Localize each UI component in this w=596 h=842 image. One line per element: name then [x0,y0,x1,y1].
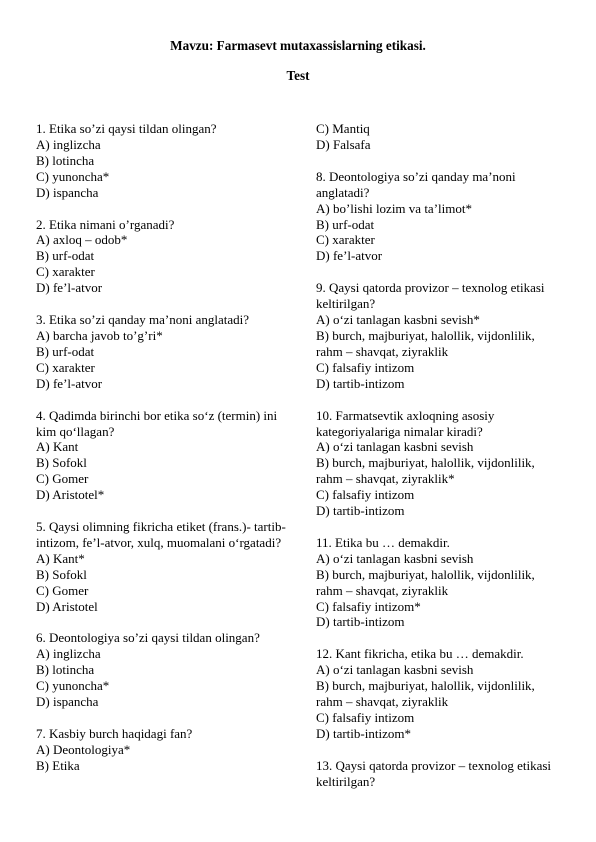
question-item [316,646,564,741]
answer-option: C) falsafiy intizom [316,487,415,503]
answer-option: A) axloq – odob* [36,232,128,248]
question-text: 12. Kant fikricha, etika bu … demakdir. [316,646,524,662]
answer-option: A) inglizcha [36,646,101,662]
answer-option: C) xarakter [316,232,375,248]
answer-option: B) Sofokl [36,455,87,471]
page-title: Mavzu: Farmasevt mutaxassislarning etikasi. [170,38,426,53]
answer-option: B) lotincha [36,662,95,678]
answer-option: D) tartib-intizom* [316,725,411,741]
answer-option: A) bo’lishi lozim va ta’limot* [316,200,472,216]
answer-option: A) Kant* [36,550,85,566]
answer-option: A) o‘zi tanlagan kasbni sevish [316,550,474,566]
answer-option: D) Aristotel* [36,487,105,503]
answer-option: B) urf-odat [36,343,95,359]
answer-option: A) Kant [36,439,79,455]
answer-option: B) urf-odat [36,248,95,264]
answer-option: C) yunoncha* [36,678,110,694]
answer-option: B) urf-odat [316,216,375,232]
question-text: 1. Etika so’zi qaysi tildan olingan? [36,121,217,136]
question-text: 8. Deontologiya so’zi qanday ma’noni anglatadi? [316,168,516,200]
answer-option: B) lotincha [36,152,95,168]
question-text: 10. Farmatsevtik axloqning asosiy kategoriyalariga nimalar kiradi? [316,407,495,439]
answer-option: B) Sofokl [36,566,87,582]
answer-option: C) xarakter [36,359,95,375]
question-item [316,169,564,264]
answer-option: B) Etika [36,757,80,773]
answer-option: C) yunoncha* [36,168,110,184]
answer-option: C) Gomer [36,471,89,487]
right-column [316,121,564,806]
answer-option: A) o‘zi tanlagan kasbni sevish [316,439,474,455]
answer-option: C) Mantiq [316,121,370,136]
answer-option: A) barcha javob to’g’ri* [36,327,163,343]
answer-option: A) Deontologiya* [36,741,131,757]
question-text: 4. Qadimda birinchi bor etika so‘z (termin) ini kim qo‘llagan? [36,407,278,439]
question-text: 5. Qaysi olimning fikricha etiket (frans.)- tartib-intizom, fe’l-atvor, xulq, muomalani o‘rgatadi? [36,519,286,550]
answer-option: B) burch, majburiyat, halollik, vijdonlilik, rahm – shavqat, ziyraklik* [316,455,535,487]
question-text: 7. Kasbiy burch haqidagi fan? [36,726,193,741]
answer-option: C) falsafiy intizom [316,359,415,375]
answer-option: D) ispancha [36,694,99,710]
answer-option: D) ispancha [36,184,99,200]
question-item [36,519,288,614]
question-text: 13. Qaysi qatorda provizor – texnolog etikasi keltirilgan? [316,757,552,789]
answer-option: C) Gomer [36,582,89,598]
answer-option: C) falsafiy intizom* [316,598,421,614]
answer-option: B) burch, majburiyat, halollik, vijdonlilik, rahm – shavqat, ziyraklik [316,678,535,710]
question-text: 6. Deontologiya so’zi qaysi tildan olingan? [36,630,260,646]
question-item [36,217,288,297]
question-item [36,630,288,710]
answer-option: D) Falsafa [316,136,371,152]
answer-option: D) fe’l-atvor [316,248,383,264]
question-item [36,408,288,503]
left-column [36,121,288,790]
answer-option: C) falsafiy intizom [316,710,415,725]
answer-option: D) fe’l-atvor [36,375,103,391]
answer-option: D) fe’l-atvor [36,280,103,296]
question-text: 2. Etika nimani o’rganadi? [36,216,175,232]
answer-option: B) burch, majburiyat, halollik, vijdonlilik, rahm – shavqat, ziyraklik [316,566,535,598]
question-text: 9. Qaysi qatorda provizor – texnolog etikasi keltirilgan? [316,280,545,312]
answer-option: A) o‘zi tanlagan kasbni sevish [316,662,474,678]
question-item [316,408,564,519]
answer-option: D) Aristotel [36,598,98,614]
answer-option: A) inglizcha [36,136,101,152]
answer-option: D) tartib-intizom [316,503,405,519]
question-item [36,121,288,201]
answer-option: D) tartib-intizom [316,375,405,391]
answer-option: A) o‘zi tanlagan kasbni sevish* [316,312,480,328]
question-item [316,535,564,630]
question-item [316,280,564,391]
page-subtitle: Test [286,68,310,83]
question-item [36,726,288,774]
question-item [316,758,564,790]
answer-option: C) xarakter [36,264,95,280]
question-text: 3. Etika so’zi qanday ma’noni anglatadi? [36,312,249,328]
answer-option: B) burch, majburiyat, halollik, vijdonlilik, rahm – shavqat, ziyraklik [316,327,535,359]
question-text: 11. Etika bu … demakdir. [316,534,450,550]
question-item [36,312,288,392]
question-continuation [316,121,564,153]
answer-option: D) tartib-intizom [316,614,405,630]
